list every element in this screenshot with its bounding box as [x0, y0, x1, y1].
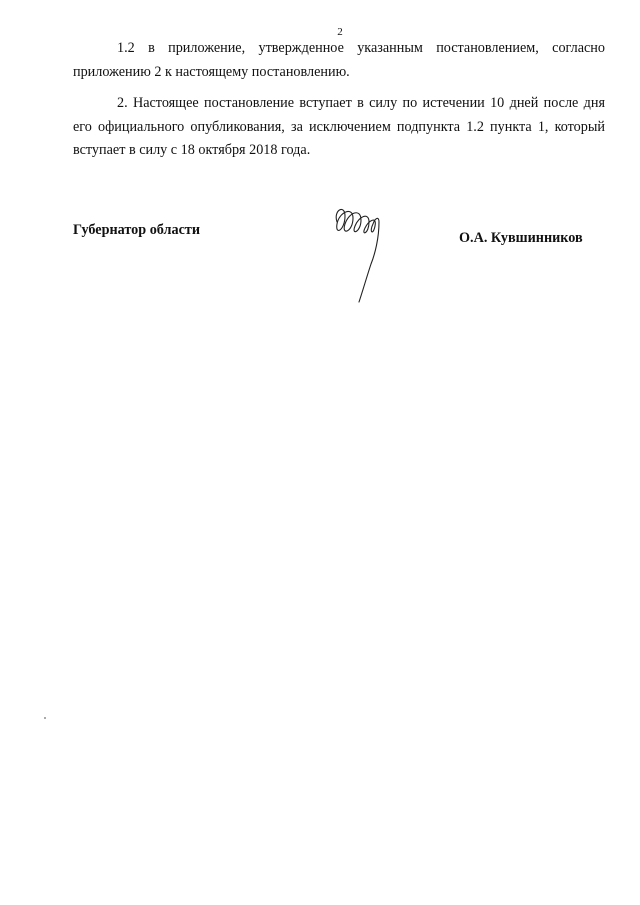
- signatory-title: Губернатор области: [73, 222, 201, 238]
- scan-artifact: [44, 717, 46, 719]
- handwritten-signature: [331, 202, 391, 304]
- paragraph-2: 2. Настоящее постановление вступает в силу по истечении 10 дней после дня его официального опубликования, за исключением подпункта 1.2 пункта 1, который вступает в силу с 18 октября 2018 года.: [73, 95, 605, 158]
- signature-block: [73, 222, 605, 302]
- paragraph-1: 1.2 в приложение, утвержденное указанным постановлением, согласно приложению 2 к настоящему постановлению.: [73, 40, 605, 80]
- page-number: 2: [337, 26, 343, 38]
- signatory-name: О.А. Кувшинников: [459, 230, 583, 246]
